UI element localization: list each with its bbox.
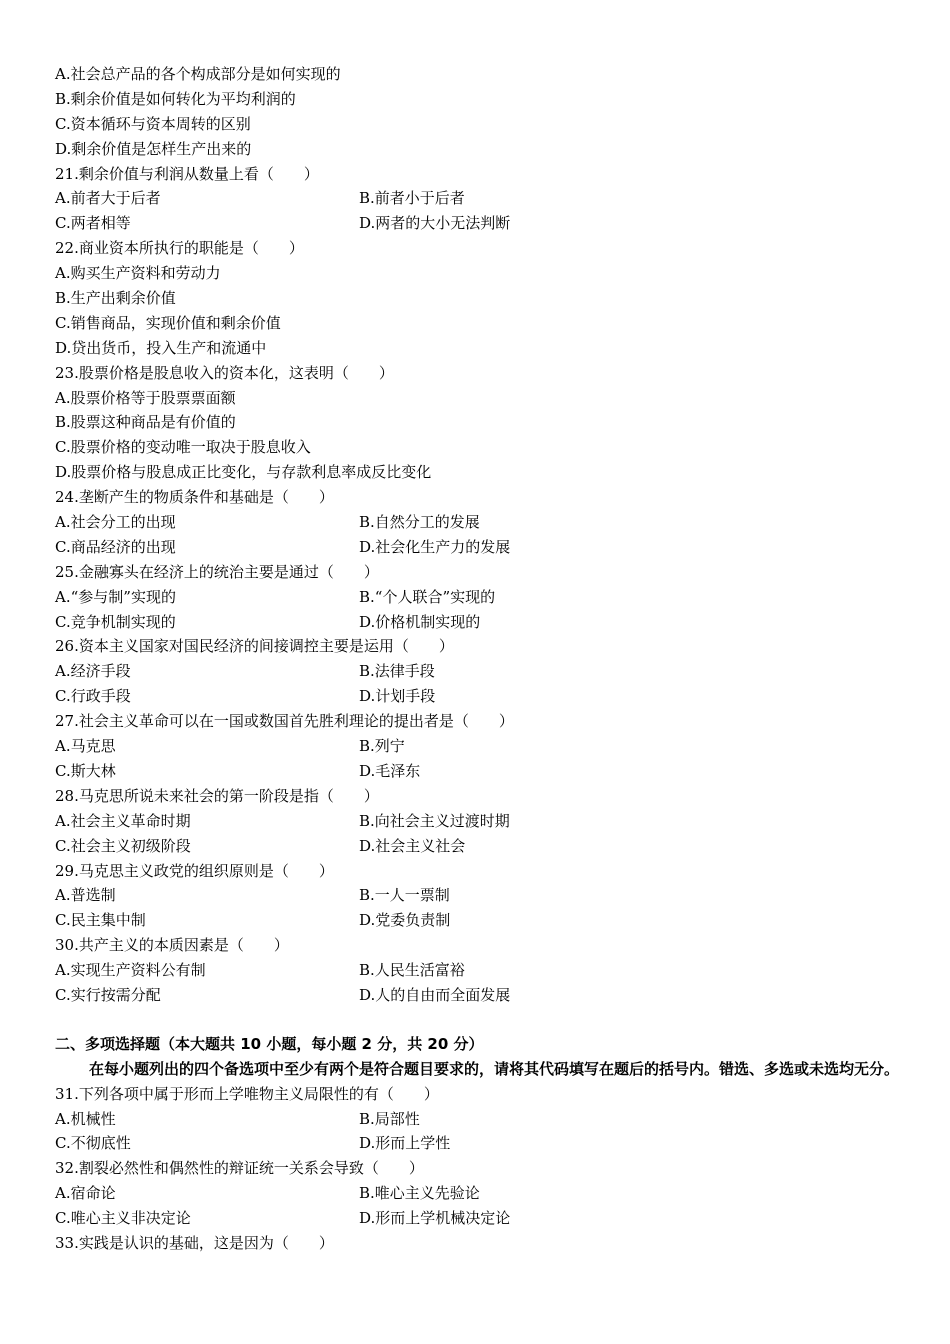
question-25-options-row1: [55, 585, 905, 610]
option-c: C.商品经济的出现: [55, 537, 176, 556]
option-a: A.社会总产品的各个构成部分是如何实现的: [55, 65, 341, 83]
option-a: A.普选制: [55, 886, 116, 905]
option-d: D.计划手段: [359, 687, 436, 706]
question-29-options-row2: [55, 908, 905, 933]
question-24-options-row2: [55, 535, 905, 560]
option-b: B.列宁: [359, 737, 405, 756]
option-a: A.购买生产资料和劳动力: [55, 264, 221, 283]
question-25-options-row2: [55, 610, 905, 635]
option-d: D.社会化生产力的发展: [359, 537, 511, 556]
option-a: A.马克思: [55, 737, 116, 756]
question-22-stem: 22.商业资本所执行的职能是（ ）: [55, 239, 304, 258]
question-28-options-row1: [55, 809, 905, 834]
option-c: C.竞争机制实现的: [55, 612, 176, 631]
option-c: C.唯心主义非决定论: [55, 1209, 191, 1228]
question-31-stem: 31.下列各项中属于形而上学唯物主义局限性的有（ ）: [55, 1084, 439, 1103]
question-29-stem: 29.马克思主义政党的组织原则是（ ）: [55, 861, 334, 880]
option-d: D.形而上学机械决定论: [359, 1209, 511, 1228]
option-b: B.唯心主义先验论: [359, 1184, 480, 1203]
option-d: D.形而上学性: [359, 1134, 451, 1153]
question-30-stem: 30.共产主义的本质因素是（ ）: [55, 936, 289, 955]
question-26-stem: 26.资本主义国家对国民经济的间接调控主要是运用（ ）: [55, 637, 454, 656]
option-a: A.前者大于后者: [55, 189, 161, 208]
option-c: C.实行按需分配: [55, 985, 161, 1004]
question-32-stem: 32.割裂必然性和偶然性的辩证统一关系会导致（ ）: [55, 1159, 424, 1178]
question-23-stem: 23.股票价格是股息收入的资本化，这表明（ ）: [55, 363, 394, 382]
option-c: C.社会主义初级阶段: [55, 836, 191, 855]
option-c: C.民主集中制: [55, 911, 146, 930]
option-a: A.股票价格等于股票票面额: [55, 388, 236, 407]
question-24-stem: 24.垄断产生的物质条件和基础是（ ）: [55, 488, 334, 507]
option-a: A.经济手段: [55, 662, 131, 681]
option-c: C.斯大林: [55, 761, 116, 780]
option-d: D.人的自由而全面发展: [359, 985, 511, 1004]
question-21-options-row1: [55, 186, 905, 211]
question-24-options-row1: [55, 510, 905, 535]
option-c: C.两者相等: [55, 214, 131, 233]
section-gap: [55, 1008, 905, 1032]
question-28-options-row2: [55, 834, 905, 859]
option-b: B.法律手段: [359, 662, 435, 681]
option-b: B.前者小于后者: [359, 189, 465, 208]
option-c: C.资本循环与资本周转的区别: [55, 114, 251, 133]
option-b: B.局部性: [359, 1109, 420, 1128]
question-31-options-row2: [55, 1131, 905, 1156]
question-32-options-row1: [55, 1181, 905, 1206]
option-d: D.价格机制实现的: [359, 612, 481, 631]
option-b: B.剩余价值是如何转化为平均利润的: [55, 89, 296, 108]
question-30-options-row1: [55, 958, 905, 983]
section-instruction: 在每小题列出的四个备选项中至少有两个是符合题目要求的，请将其代码填写在题后的括号内。错选、多选或未选均无分。: [89, 1059, 900, 1078]
question-27-options-row2: [55, 759, 905, 784]
option-d: D.党委负责制: [359, 911, 451, 930]
question-32-options-row2: [55, 1206, 905, 1231]
section-heading: 二、多项选择题（本大题共 10 小题，每小题 2 分，共 20 分）: [55, 1034, 484, 1053]
question-27-stem: 27.社会主义革命可以在一国或数国首先胜利理论的提出者是（ ）: [55, 712, 514, 731]
option-b: B.生产出剩余价值: [55, 289, 176, 308]
option-b: B.向社会主义过渡时期: [359, 811, 510, 830]
option-d: D.股票价格与股息成正比变化，与存款利息率成反比变化: [55, 463, 432, 482]
option-a: A.实现生产资料公有制: [55, 961, 206, 980]
option-a: A.机械性: [55, 1109, 116, 1128]
question-21-options-row2: [55, 211, 905, 236]
option-b: B.自然分工的发展: [359, 513, 480, 532]
exam-page: [55, 62, 905, 1256]
option-a: A.社会主义革命时期: [55, 811, 191, 830]
question-31-options-row1: [55, 1107, 905, 1132]
option-d: D.剩余价值是怎样生产出来的: [55, 139, 252, 158]
question-26-options-row1: [55, 659, 905, 684]
question-21-stem: 21.剩余价值与利润从数量上看（ ）: [55, 164, 319, 183]
option-c: C.行政手段: [55, 687, 131, 706]
option-b: B.一人一票制: [359, 886, 450, 905]
question-30-options-row2: [55, 983, 905, 1008]
option-a: A.“参与制”实现的: [55, 587, 176, 606]
option-d: D.两者的大小无法判断: [359, 214, 511, 233]
option-d: D.社会主义社会: [359, 836, 466, 855]
option-c: C.股票价格的变动唯一取决于股息收入: [55, 438, 311, 457]
question-27-options-row1: [55, 734, 905, 759]
question-25-stem: 25.金融寡头在经济上的统治主要是通过（ ）: [55, 562, 379, 581]
option-b: B.人民生活富裕: [359, 961, 465, 980]
option-b: B.“个人联合”实现的: [359, 587, 496, 606]
option-d: D.毛泽东: [359, 761, 421, 780]
question-33-stem: 33.实践是认识的基础，这是因为（ ）: [55, 1233, 334, 1252]
option-d: D.贷出货币，投入生产和流通中: [55, 338, 267, 357]
question-26-options-row2: [55, 684, 905, 709]
option-a: A.社会分工的出现: [55, 513, 176, 532]
option-c: C.销售商品，实现价值和剩余价值: [55, 313, 281, 332]
option-a: A.宿命论: [55, 1184, 116, 1203]
question-29-options-row1: [55, 883, 905, 908]
option-c: C.不彻底性: [55, 1134, 131, 1153]
question-28-stem: 28.马克思所说未来社会的第一阶段是指（ ）: [55, 786, 379, 805]
option-b: B.股票这种商品是有价值的: [55, 413, 236, 432]
